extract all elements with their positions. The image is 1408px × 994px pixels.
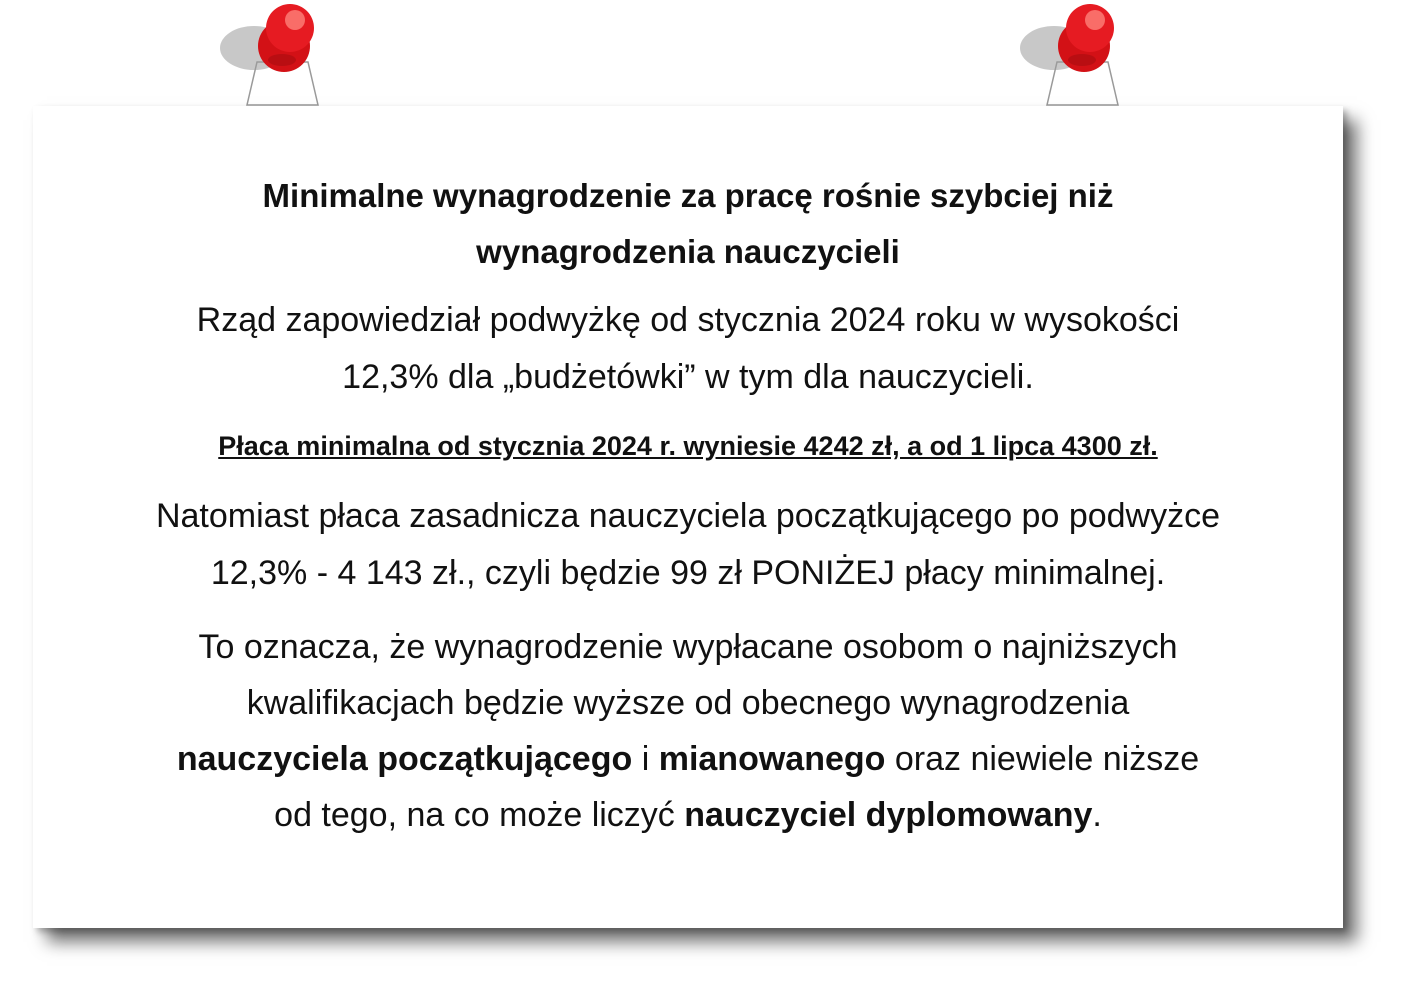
paragraph4-line-1: To oznacza, że wynagrodzenie wypłacane osobom o najniższych: [198, 628, 1178, 666]
title-line-1: Minimalne wynagrodzenie za pracę rośnie szybciej niż: [262, 177, 1114, 214]
bold-certified-teacher: nauczyciel dyplomowany: [684, 796, 1093, 834]
bold-beginner-teacher: nauczyciela początkującego: [176, 740, 633, 778]
note-paper: [33, 106, 1343, 928]
line4-start: od tego, na co może liczyć: [274, 796, 685, 834]
paragraph-minimum-wage: [33, 424, 1343, 468]
paragraph-raise-announcement: [33, 292, 1343, 406]
paragraph1-line-1: Rząd zapowiedział podwyżkę od stycznia 2024 roku w wysokości: [196, 301, 1180, 339]
note-title: [33, 168, 1343, 280]
line4-ending: .: [1092, 796, 1102, 834]
title-line-2: wynagrodzenia nauczycieli: [476, 233, 900, 270]
paragraph2-text: Płaca minimalna od stycznia 2024 r. wyniesie 4242 zł, a od 1 lipca 4300 zł.: [218, 431, 1158, 461]
pushpin-left-icon: [212, 0, 322, 110]
pushpin-right-icon: [1012, 0, 1122, 110]
paragraph4-line-2: kwalifikacjach będzie wyższe od obecnego wynagrodzenia: [246, 684, 1130, 722]
paragraph1-line-2: 12,3% dla „budżetówki” w tym dla nauczycieli.: [342, 358, 1034, 396]
paragraph3-line-1: Natomiast płaca zasadnicza nauczyciela początkującego po podwyżce: [155, 497, 1221, 535]
line3-ending: oraz niewiele niższe: [885, 740, 1200, 778]
paragraph-teacher-salary: [33, 488, 1343, 602]
paragraph-conclusion: [33, 619, 1343, 843]
paragraph3-line-2: 12,3% - 4 143 zł., czyli będzie 99 zł PONIŻEJ płacy minimalnej.: [210, 554, 1166, 592]
bold-appointed-teacher: mianowanego: [658, 740, 886, 778]
line3-connector: i: [632, 740, 659, 778]
paragraph4-line-4: [33, 787, 1343, 843]
paragraph4-line-3: [33, 731, 1343, 787]
